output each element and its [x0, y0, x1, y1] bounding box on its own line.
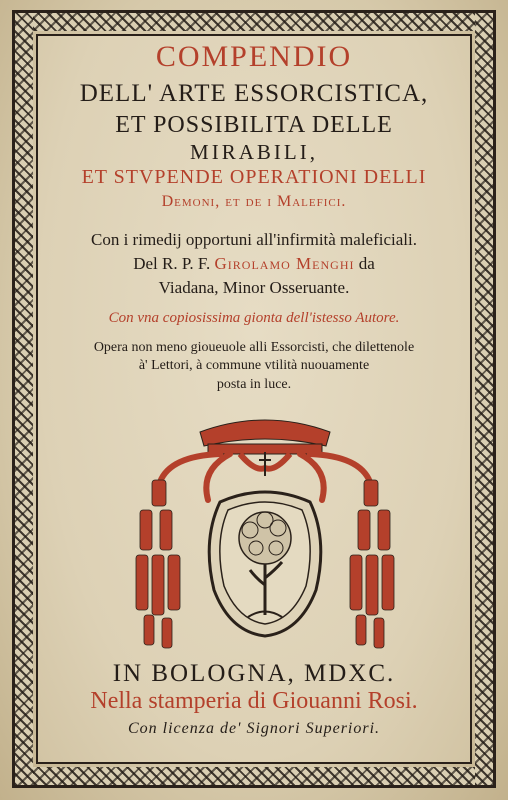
cross-icon: [259, 452, 271, 476]
description-line-2: à' Lettori, à commune vtilità nuouamente: [138, 358, 370, 373]
tassels-right: [350, 480, 394, 648]
ornamental-border-bottom: [15, 767, 493, 785]
title-line-4: MIRABILI,: [190, 140, 318, 164]
author-prefix: Del R. P. F.: [133, 254, 215, 273]
title-line-3: ET POSSIBILITA DELLE: [115, 112, 393, 138]
description-line-1: Opera non meno gioueuole alli Essorcisti, che dilettenole: [93, 340, 415, 355]
imprint-license: Con licenza de' Signori Superiori.: [127, 720, 381, 737]
galero-hat: [200, 420, 330, 446]
subtitle-remedies: Con i rimedij opportuni all'infirmità maleficiali.: [91, 230, 417, 249]
title-line-2: DELL' ARTE ESSORCISTICA,: [79, 80, 429, 107]
title-line-6: Demoni, et de i Malefici.: [161, 193, 347, 210]
cardinal-coat-of-arms: [130, 410, 400, 655]
tassels-left: [136, 480, 180, 648]
imprint-printer: Nella stamperia di Giouanni Rosi.: [90, 688, 418, 714]
imprint-place-date: IN BOLOGNA, MDXC.: [112, 660, 396, 687]
ornamental-border-top: [15, 13, 493, 31]
author-name: Girolamo Menghi: [214, 254, 355, 273]
title-compendio: COMPENDIO: [155, 40, 353, 73]
addition-note: Con vna copiosissima gionta dell'istesso Autore.: [108, 310, 400, 326]
description-line-3: posta in luce.: [216, 377, 292, 392]
title-line-5: ET STVPENDE OPERATIONI DELLI: [81, 166, 427, 188]
ornamental-border-right: [475, 13, 493, 785]
author-line: [40, 254, 468, 274]
author-order: Viadana, Minor Osseruante.: [158, 278, 350, 297]
ornamental-border-left: [15, 13, 33, 785]
author-suffix: da: [354, 254, 375, 273]
